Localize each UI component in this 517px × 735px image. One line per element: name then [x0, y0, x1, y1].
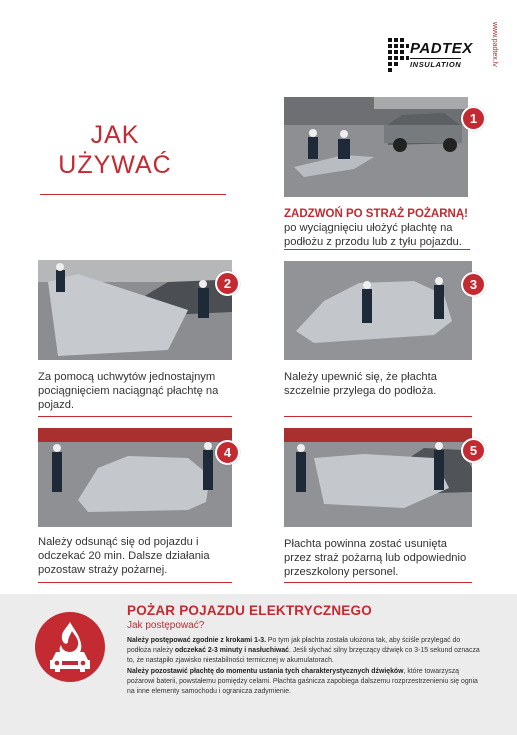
step2-divider: [38, 416, 232, 417]
logo-grid-icon: [388, 38, 410, 72]
title-line2: UŻYWAĆ: [58, 151, 172, 179]
ev-p2-bold: Należy pozostawić płachtę do momentu ustania tych charakterystycznych dźwięków: [127, 667, 404, 675]
ev-p1-b: . Jeśli słychać silny brzęczący dźwięk co 3-15 sekund oznacza to, że nastąpiło zjawisko niestabilności termicznej w akumulatorach.: [127, 647, 480, 665]
step2-badge: 2: [215, 271, 240, 296]
ev-body: [127, 636, 482, 697]
ev-p1-bold-a: Należy postępować zgodnie z krokami 1-3.: [127, 637, 267, 644]
step1-divider: [284, 249, 470, 250]
step5-divider: [284, 582, 472, 583]
page-title: [40, 120, 190, 180]
brand-logo: [388, 38, 474, 74]
ev-p2: , które towarzyszą pożarowi baterii, powstałemu pomiędzy celami. Płachta gaśnicza zapobiega dalszemu rozprzestrzenieniu się ognia na inne elementy samochodu i ogranicza zadymienie.: [127, 667, 478, 696]
step4-badge: 4: [215, 440, 240, 465]
step4-divider: [38, 582, 232, 583]
title-divider: [40, 194, 226, 195]
step5-photo: [284, 428, 472, 527]
step3-photo: [284, 261, 472, 360]
ev-p1-bold-b: odczekać 2-3 minuty i nasłuchiwać: [174, 647, 290, 655]
burning-car-icon: [35, 612, 105, 682]
step1-photo: [284, 97, 468, 197]
ev-title: POŻAR POJAZDU ELEKTRYCZNEGO: [127, 603, 372, 618]
step3-badge: 3: [461, 272, 486, 297]
brand-name: PADTEX: [410, 40, 473, 57]
step5-badge: 5: [461, 438, 486, 463]
step4-photo: [38, 428, 232, 527]
step5-caption: Płachta powinna zostać usunięta przez straż pożarną lub odpowiednio przeszkolony personel.: [284, 538, 467, 578]
step1-caption: [284, 207, 474, 249]
step1-text: po wyciągnięciu ułożyć płachtę na podłożu z przodu lub z tyłu pojazdu.: [284, 222, 462, 248]
step1-heading: ZADZWOŃ PO STRAŻ POŻARNĄ!: [284, 208, 468, 220]
step4-caption: Należy odsunąć się od pojazdu i odczekać 20 min. Dalsze działania pozostaw straży pożarnej.: [38, 536, 210, 576]
step3-caption: Należy upewnić się, że płachta szczelnie przylega do podłoża.: [284, 371, 437, 397]
step2-caption: Za pomocą uchwytów jednostajnym pociągnięciem naciągnąć płachtę na pojazd.: [38, 371, 219, 411]
title-line1: JAK: [90, 121, 140, 149]
step1-badge: 1: [461, 106, 486, 131]
brand-url: www.padtex.lv: [491, 22, 498, 67]
step3-divider: [284, 416, 472, 417]
ev-subtitle: Jak postępować?: [127, 620, 205, 631]
step2-photo: [38, 260, 232, 360]
ev-p1-a: Po tym jak płachta została ułożona tak, aby ściśle przylegać do podłoża należy: [127, 637, 461, 655]
brand-sub: INSULATION: [410, 60, 462, 69]
